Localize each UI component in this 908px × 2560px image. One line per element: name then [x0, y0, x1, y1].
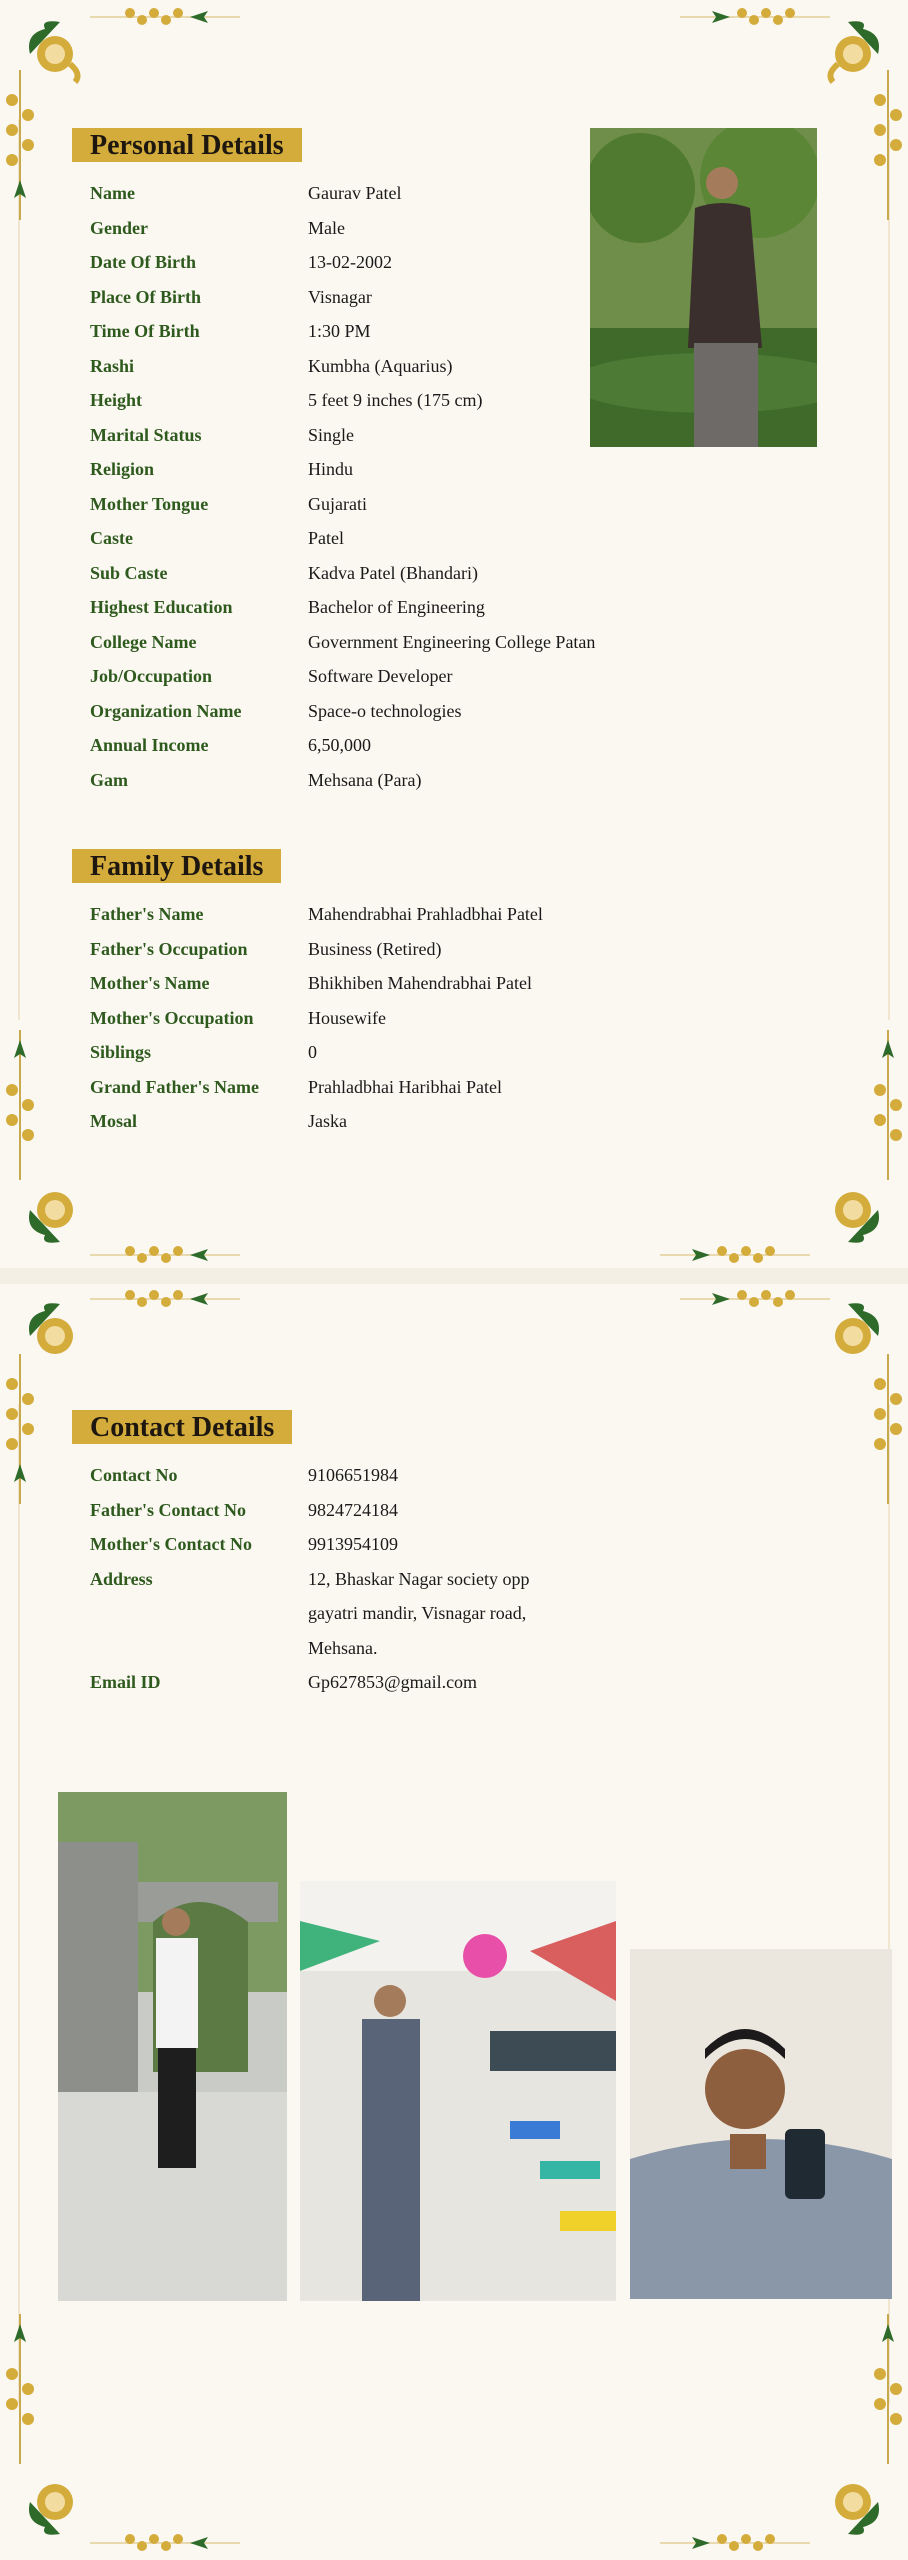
detail-label: Email ID [90, 1672, 161, 1692]
detail-row [90, 768, 595, 803]
detail-row [90, 526, 595, 561]
family-details-heading: Family Details [72, 849, 281, 883]
detail-row [90, 937, 543, 972]
detail-value: Prahladbhai Haribhai Patel [308, 1076, 502, 1097]
border-line-right [888, 120, 890, 1020]
side-vine-icon [0, 1030, 40, 1180]
detail-row [90, 1075, 543, 1110]
detail-row [90, 423, 595, 458]
detail-label: Job/Occupation [90, 666, 213, 686]
biodata-page-1 [0, 0, 908, 1268]
detail-label: Height [90, 390, 142, 410]
side-vine-icon [868, 70, 908, 220]
detail-value: 0 [308, 1042, 317, 1062]
floral-vine-icon [90, 1288, 240, 1310]
detail-value: 5 feet 9 inches (175 cm) [308, 390, 483, 410]
detail-label: Gender [90, 217, 148, 238]
corner-flower-icon [818, 2472, 888, 2542]
side-vine-icon [868, 2314, 908, 2464]
floral-vine-icon [90, 6, 240, 28]
floral-vine-icon [90, 1244, 240, 1266]
detail-row [90, 388, 595, 423]
detail-value: Single [308, 424, 355, 445]
side-vine-icon [868, 1354, 908, 1504]
detail-value: Government Engineering College Patan [308, 631, 596, 652]
detail-value: Mahendrabhai Prahladbhai Patel [308, 904, 543, 924]
detail-label: Mother's Occupation [90, 1007, 254, 1028]
biodata-page-2 [0, 1284, 908, 2560]
detail-value: 9913954109 [308, 1534, 398, 1554]
profile-photo [590, 128, 817, 447]
detail-value: 1:30 PM [308, 321, 371, 341]
detail-row [90, 492, 595, 527]
side-vine-icon [0, 70, 40, 220]
personal-details-heading: Personal Details [72, 128, 302, 162]
detail-value: 9824724184 [308, 1499, 398, 1520]
detail-row [90, 319, 595, 354]
detail-row [90, 457, 595, 492]
detail-value: Jaska [308, 1111, 347, 1131]
detail-value: 9106651984 [308, 1465, 398, 1485]
detail-value: Housewife [308, 1007, 386, 1028]
floral-vine-icon [680, 1288, 830, 1310]
detail-label: Siblings [90, 1042, 152, 1062]
detail-label: Father's Name [90, 904, 204, 924]
detail-label: Annual Income [90, 735, 209, 755]
detail-label: Mother's Name [90, 973, 210, 993]
detail-label: Date Of Birth [90, 252, 196, 272]
detail-label: Highest Education [90, 597, 233, 617]
detail-value: 6,50,000 [308, 735, 371, 755]
detail-label: Religion [90, 459, 155, 479]
detail-label: Grand Father's Name [90, 1076, 259, 1097]
detail-label: Rashi [90, 355, 135, 376]
address-value [308, 1567, 529, 1671]
detail-value: Bhikhiben Mahendrabhai Patel [308, 973, 532, 993]
detail-row [90, 181, 595, 216]
detail-row [90, 1498, 529, 1533]
detail-row [90, 699, 595, 734]
detail-row [90, 971, 543, 1006]
detail-value: Business (Retired) [308, 938, 442, 959]
side-vine-icon [868, 1030, 908, 1180]
detail-value: Kadva Patel (Bhandari) [308, 562, 478, 583]
gallery-photo-1 [58, 1792, 287, 2301]
side-vine-icon [0, 1354, 40, 1504]
detail-label: Father's Contact No [90, 1499, 246, 1520]
detail-row [90, 1006, 543, 1041]
detail-row [90, 354, 595, 389]
corner-flower-icon [20, 2472, 90, 2542]
detail-row [90, 250, 595, 285]
detail-value: Visnagar [308, 286, 372, 307]
contact-details-heading: Contact Details [72, 1410, 292, 1444]
detail-value: Hindu [308, 459, 353, 479]
personal-details-list [90, 181, 595, 802]
detail-value: Bachelor of Engineering [308, 597, 485, 617]
email-value: Gp627853@gmail.com [308, 1672, 478, 1692]
detail-row [90, 595, 595, 630]
detail-label: Time Of Birth [90, 321, 200, 341]
detail-value: 13-02-2002 [308, 252, 392, 272]
detail-row [90, 1109, 543, 1144]
detail-label: Mosal [90, 1111, 137, 1131]
detail-row [90, 1463, 529, 1498]
detail-value: Gujarati [308, 493, 367, 514]
detail-label: Gam [90, 769, 128, 790]
detail-row [90, 216, 595, 251]
floral-vine-icon [660, 1244, 810, 1266]
corner-flower-icon [20, 1180, 90, 1250]
detail-row [90, 902, 543, 937]
detail-value: Gaurav Patel [308, 183, 402, 203]
detail-label: Caste [90, 528, 133, 548]
side-vine-icon [0, 2314, 40, 2464]
detail-label: Marital Status [90, 424, 202, 445]
detail-row [90, 630, 595, 665]
detail-label: Place Of Birth [90, 286, 201, 307]
detail-value: Male [308, 217, 345, 238]
detail-label: Mother Tongue [90, 493, 209, 514]
detail-label: College Name [90, 631, 197, 652]
detail-row [90, 1532, 529, 1567]
detail-value: Patel [308, 528, 344, 548]
family-details-list [90, 902, 543, 1144]
address-line: gayatri mandir, Visnagar road, [308, 1603, 527, 1623]
detail-value: Software Developer [308, 666, 453, 686]
detail-label: Address [90, 1568, 153, 1589]
detail-label: Contact No [90, 1465, 178, 1485]
floral-vine-icon [90, 2532, 240, 2554]
detail-row-address [90, 1567, 530, 1658]
detail-value: Space-o technologies [308, 700, 462, 721]
detail-label: Organization Name [90, 700, 242, 721]
border-line-left [18, 120, 20, 1020]
detail-row [90, 664, 595, 699]
detail-row [90, 285, 595, 320]
detail-label: Name [90, 183, 135, 203]
detail-value: Mehsana (Para) [308, 769, 422, 790]
detail-row [90, 1040, 543, 1075]
gallery-photo-2 [300, 1881, 616, 2301]
detail-value: Kumbha (Aquarius) [308, 355, 453, 376]
floral-vine-icon [660, 2532, 810, 2554]
floral-vine-icon [680, 6, 830, 28]
gallery-photo-3 [630, 1949, 892, 2299]
corner-flower-icon [818, 1180, 888, 1250]
detail-label: Sub Caste [90, 562, 168, 583]
border-line-left [18, 1404, 20, 2404]
address-line: 12, Bhaskar Nagar society opp [308, 1568, 530, 1589]
detail-row [90, 561, 595, 596]
detail-label: Mother's Contact No [90, 1534, 252, 1554]
detail-row [90, 733, 595, 768]
address-line: Mehsana. [308, 1637, 378, 1658]
detail-row-email [90, 1670, 529, 1705]
contact-details-list [90, 1463, 529, 1705]
detail-label: Father's Occupation [90, 938, 248, 959]
